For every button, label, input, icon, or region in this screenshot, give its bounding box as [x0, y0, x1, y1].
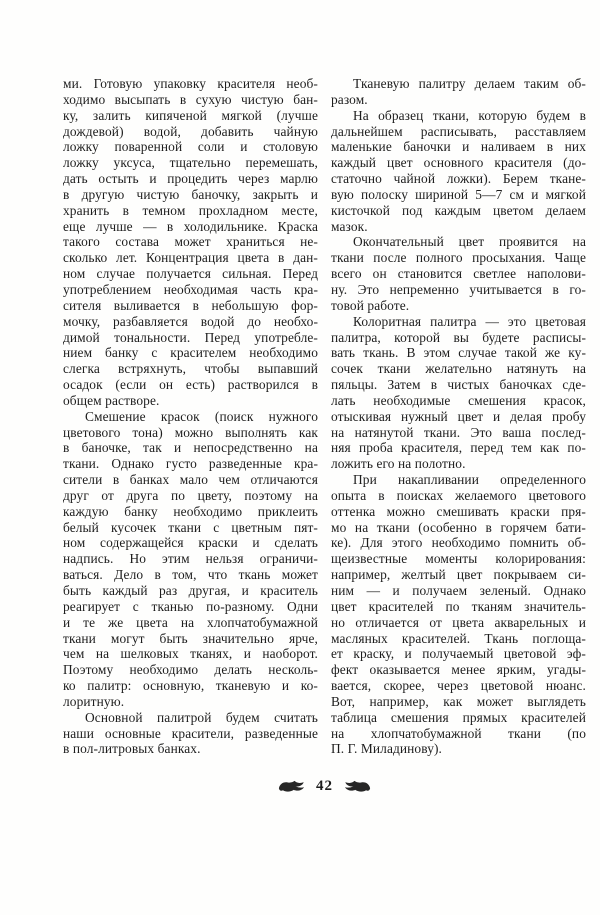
text-line: димой тональности. Перед употребле-: [63, 329, 318, 345]
text-line: вую полоску шириной 5—7 см и мягкой: [331, 186, 586, 202]
page-number: 42: [316, 778, 333, 795]
text-line: употреблением необходимая часть кра-: [63, 281, 318, 297]
text-line: но отличается от цвета акварельных и: [331, 614, 586, 630]
text-line: Тканевую палитру делаем таким об-: [353, 76, 586, 91]
paragraph: [331, 108, 586, 235]
paragraph: [331, 472, 586, 757]
text-line: ткани могут быть значительно ярче,: [63, 630, 318, 646]
text-line: наши основные красители, разведенные: [63, 725, 318, 741]
paragraph: [331, 76, 586, 108]
text-line: маленькие баночки и наливаем в них: [331, 139, 586, 155]
right-column: [331, 76, 586, 757]
text-line: товой работе.: [331, 297, 410, 313]
text-line: ваться. Дело в том, что ткань может: [63, 567, 318, 583]
text-line: всего он становится светлее наполови-: [331, 266, 586, 282]
text-line: лоритную.: [63, 693, 125, 709]
text-line: фект оказывается менее ярким, угады-: [331, 662, 586, 678]
text-line: масляных красителей. Ткань поглоща-: [331, 630, 586, 646]
text-line: цвет красителей по тканям значитель-: [331, 598, 586, 614]
text-line: статочно чайной ложки). Берем ткане-: [331, 171, 586, 187]
text-line: быть каждый раз другая, и краситель: [63, 583, 318, 598]
text-line: кисточкой под каждым цветом делаем: [331, 202, 586, 218]
text-line: каждую банку необходимо приклеить: [63, 503, 318, 519]
page-content: [63, 76, 586, 795]
text-line: пяльцы. Затем в чистых баночках сде-: [331, 377, 586, 393]
text-line: ет краску, и получаемый цветовой эф-: [331, 646, 586, 662]
text-line: и те же цвета на хлопчатобумажной: [63, 614, 318, 630]
paragraph: [331, 314, 586, 472]
text-line: цветового тона) можно выполнять как: [63, 424, 318, 440]
text-line: общем растворе.: [63, 392, 160, 408]
text-line: таблица смешения прямых красителей: [331, 709, 586, 725]
text-line: сколько лет. Концентрация цвета в дан-: [63, 250, 318, 266]
text-line: белый кусочек ткани с цветным пят-: [63, 519, 318, 535]
text-line: нием банку с красителем необходимо: [63, 345, 318, 361]
text-line: мо на ткани (особенно в горячем бати-: [331, 519, 586, 535]
text-line: сители в банках мало чем отличаются: [63, 472, 318, 488]
text-line: палитра, которой вы будете расписы-: [331, 329, 586, 345]
fleuron-right-icon: [344, 780, 371, 793]
text-line: отыскивая нужный цвет и делая пробу: [331, 408, 586, 424]
text-line: ном случае получается сильная. Перед: [63, 266, 318, 282]
text-line: щеизвестные моменты колорирования:: [331, 551, 586, 567]
text-line: При накапливании определенного: [353, 472, 586, 488]
text-line: опыта в поисках желаемого цветового: [331, 487, 586, 503]
text-line: ложить его на полотно.: [331, 456, 466, 472]
paragraph: [331, 234, 586, 313]
text-line: Поэтому необходимо делать несколь-: [63, 662, 318, 678]
text-line: дать остыть и процедить через марлю: [63, 171, 318, 187]
text-line: например, желтый цвет покрываем си-: [331, 567, 586, 583]
text-line: в пол-литровых банках.: [63, 741, 201, 757]
text-line: Основной палитрой будем считать: [85, 709, 318, 725]
text-line: ходимо высыпать в сухую чистую бан-: [63, 91, 318, 107]
text-line: реагирует с тканью по-разному. Одни: [63, 598, 318, 614]
text-line: ложку уксуса, тщательно перемешать,: [63, 155, 318, 171]
text-line: ке). Для этого необходимо помнить об-: [331, 535, 586, 551]
text-line: разом.: [331, 91, 368, 107]
paragraph: [63, 76, 318, 409]
left-column: [63, 76, 318, 757]
text-line: на натянутой ткани. Это ваша послед-: [331, 424, 586, 440]
text-line: каждый цвет основного красителя (до-: [331, 155, 586, 171]
text-line: сителя выливается в небольшую фор-: [63, 297, 318, 313]
page-footer: [63, 778, 586, 795]
paragraph: [63, 710, 318, 758]
text-line: слегка встряхнуть, чтобы выпавший: [63, 361, 318, 377]
text-line: на хлопчатобумажной ткани (по: [331, 725, 586, 741]
text-line: еще лучше — в холодильнике. Краска: [63, 218, 318, 234]
fleuron-left-icon: [278, 780, 305, 793]
text-line: Смешение красок (поиск нужного: [85, 408, 318, 424]
text-line: ткани после полного просыхания. Чаще: [331, 250, 586, 266]
text-line: чем на шелковых тканях, и наоборот.: [63, 646, 318, 662]
text-line: Вот, например, как может выглядеть: [331, 693, 586, 709]
text-line: ном содержащейся краски и сделать: [63, 535, 318, 551]
text-line: ну. Это непременно учитывается в го-: [331, 281, 586, 297]
text-line: оттенка можно смешивать краски пря-: [331, 503, 586, 519]
text-line: сочек ткани желательно натянуть на: [331, 361, 586, 377]
text-line: друг от друга по цвету, поэтому на: [63, 487, 318, 503]
text-line: На образец ткани, которую будем в: [353, 107, 586, 123]
text-line: вается, скорее, через цветовой нюанс.: [331, 678, 586, 694]
text-line: ко палитр: основную, тканевую и ко-: [63, 678, 318, 694]
text-line: в другую чистую баночку, закрыть и: [63, 186, 318, 202]
text-line: Колоритная палитра — это цветовая: [353, 313, 586, 329]
text-line: хранить в темном прохладном месте,: [63, 202, 318, 218]
text-line: ми. Готовую упаковку красителя необ-: [63, 76, 318, 91]
text-columns: [63, 76, 586, 757]
text-line: лать необходимые смешения красок,: [331, 392, 586, 408]
text-line: надпись. Но этим нельзя ограничи-: [63, 551, 318, 567]
text-line: няя проба красителя, перед тем как по-: [331, 440, 586, 456]
text-line: П. Г. Миладинову).: [331, 741, 442, 757]
text-line: в баночке, так и непосредственно на: [63, 440, 318, 456]
text-line: мочку, разбавляется водой до необхо-: [63, 313, 318, 329]
text-line: ним — и получаем зеленый. Однако: [331, 583, 586, 598]
text-line: ткани. Однако густо разведенные кра-: [63, 456, 318, 472]
text-line: мазок.: [331, 218, 368, 234]
text-line: вать ткань. В этом случае такой же ку-: [331, 345, 586, 361]
paragraph: [63, 409, 318, 710]
text-line: ложку поваренной соли и столовую: [63, 139, 318, 155]
text-line: дальнейшем расписывать, расставляем: [331, 123, 586, 139]
text-line: осадок (если он есть) растворился в: [63, 377, 318, 393]
text-line: дождевой) водой, добавить чайную: [63, 123, 318, 139]
text-line: такого состава может храниться не-: [63, 234, 318, 250]
text-line: ку, залить кипяченой мягкой (лучше: [63, 107, 318, 123]
text-line: Окончательный цвет проявится на: [353, 234, 586, 250]
